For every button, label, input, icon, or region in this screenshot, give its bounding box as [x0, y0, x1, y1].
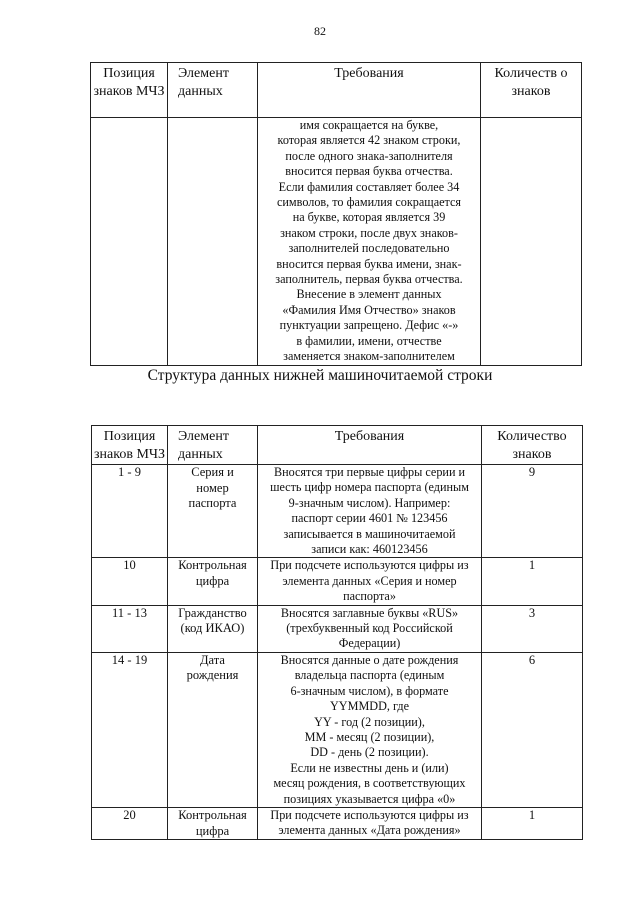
- header-requirements: Требования: [258, 426, 482, 465]
- requirements-line: заполнитель, первая буква отчества.: [275, 272, 463, 287]
- requirements-line: паспорта»: [343, 589, 396, 604]
- cell-element: [168, 652, 258, 807]
- cell-requirements: [258, 558, 482, 605]
- requirements-line: заполнителей последовательно: [288, 241, 450, 256]
- header-count: Количеств о знаков: [481, 63, 582, 118]
- element-line: цифра: [195, 823, 230, 838]
- table-header-row: [91, 63, 582, 118]
- requirements-line: Внесение в элемент данных: [296, 287, 442, 302]
- element-line: номер: [196, 480, 229, 495]
- cell-element: [168, 807, 258, 839]
- table-header-row: [92, 426, 583, 465]
- cell-element: [168, 118, 258, 366]
- requirements-line: DD - день (2 позиции).: [310, 745, 429, 760]
- cell-requirements: [258, 465, 482, 558]
- table-row: [92, 558, 583, 605]
- requirements-line: позициях указывается цифра «0»: [283, 791, 456, 806]
- requirements-line: паспорт серии 4601 № 123456: [291, 511, 448, 526]
- requirements-line: вносится первая буква имени, знак-: [276, 256, 462, 271]
- cell-requirements: [258, 652, 482, 807]
- requirements-line: «Фамилия Имя Отчество» знаков: [282, 302, 456, 317]
- cell-count: 3: [482, 605, 583, 652]
- requirements-line: в фамилии, имени, отчестве: [296, 333, 442, 348]
- requirements-line: При подсчете используются цифры из: [270, 558, 469, 573]
- element-line: Серия и: [191, 465, 234, 479]
- requirements-line: месяц рождения, в соответствующих: [273, 776, 466, 791]
- cell-position: 14 - 19: [92, 652, 168, 807]
- cell-element: [168, 465, 258, 558]
- cell-element: [168, 605, 258, 652]
- section-title: Структура данных нижней машиночитаемой строки: [147, 367, 493, 384]
- cell-count: 9: [482, 465, 583, 558]
- table-mrz-lower-structure: [91, 425, 583, 840]
- requirements-line: символов, то фамилия сокращается: [277, 195, 461, 210]
- element-line: паспорта: [188, 496, 237, 511]
- element-line: (код ИКАО): [180, 621, 245, 636]
- requirements-line: Если не известны день и (или): [290, 760, 449, 775]
- requirements-line: вносится первая буква отчества.: [285, 164, 453, 179]
- table-row: [92, 652, 583, 807]
- cell-count: 1: [482, 558, 583, 605]
- requirements-line: YYMMDD, где: [330, 699, 409, 714]
- cell-position: 11 - 13: [92, 605, 168, 652]
- header-element: Элемент данных: [168, 63, 258, 118]
- requirements-line: заменяется знаком-заполнителем: [283, 349, 455, 364]
- requirements-line: шесть цифр номера паспорта (единым: [270, 480, 469, 495]
- table-row: [92, 465, 583, 558]
- table-row: [91, 118, 582, 366]
- header-position: Позиция знаков МЧЗ: [91, 63, 168, 118]
- header-position: Позиция знаков МЧЗ: [92, 426, 168, 465]
- element-line: рождения: [186, 668, 239, 683]
- requirements-line: Вносятся данные о дате рождения: [280, 652, 459, 667]
- requirements-line: на букве, которая является 39: [292, 210, 446, 225]
- requirements-line: При подсчете используются цифры из: [270, 807, 469, 822]
- requirements-line: после одного знака-заполнителя: [285, 148, 453, 163]
- cell-position: 1 - 9: [92, 465, 168, 558]
- requirements-line: 9-значным числом). Например:: [288, 495, 451, 510]
- cell-count: [481, 118, 582, 366]
- requirements-line: Вносятся заглавные буквы «RUS»: [280, 605, 459, 620]
- requirements-line: записывается в машиночитаемой: [283, 526, 456, 541]
- requirements-line: (трехбуквенный код Российской: [286, 621, 453, 636]
- requirements-line: MM - месяц (2 позиции),: [304, 729, 435, 744]
- requirements-line: Федерации): [338, 636, 401, 651]
- element-line: цифра: [195, 574, 230, 589]
- cell-position: 10: [92, 558, 168, 605]
- cell-requirements: [258, 807, 482, 839]
- requirements-line: знаком строки, после двух знаков-: [280, 225, 458, 240]
- requirements-line: элемента данных «Дата рождения»: [278, 823, 461, 838]
- cell-requirements: [258, 605, 482, 652]
- requirements-line: пунктуации запрещено. Дефис «-»: [279, 318, 459, 333]
- requirements-line: Вносятся три первые цифры серии и: [273, 465, 466, 479]
- cell-requirements: [258, 118, 481, 366]
- table-row: [92, 807, 583, 839]
- element-line: Контрольная: [178, 558, 247, 573]
- requirements-line: 6-значным числом), в формате: [290, 683, 449, 698]
- cell-position: 20: [92, 807, 168, 839]
- header-count: Количество знаков: [482, 426, 583, 465]
- table-row: [92, 605, 583, 652]
- page-number: 82: [314, 24, 326, 38]
- element-line: Гражданство: [178, 605, 247, 620]
- requirements-line: элемента данных «Серия и номер: [282, 573, 457, 588]
- element-line: Контрольная: [178, 807, 247, 822]
- requirements-line: имя сокращается на букве,: [299, 118, 439, 132]
- header-element: Элемент данных: [168, 426, 258, 465]
- cell-count: 6: [482, 652, 583, 807]
- requirements-line: YY - год (2 позиции),: [314, 714, 425, 729]
- element-line: Дата: [200, 652, 225, 667]
- requirements-line: которая является 42 знаком строки,: [277, 133, 461, 148]
- requirements-line: Если фамилия составляет более 34: [278, 179, 460, 194]
- requirements-line: владельца паспорта (единым: [294, 668, 445, 683]
- header-requirements: Требования: [258, 63, 481, 118]
- table-mrz-upper-continuation: [90, 62, 582, 366]
- cell-position: [91, 118, 168, 366]
- requirements-line: записи как: 460123456: [311, 542, 428, 557]
- cell-count: 1: [482, 807, 583, 839]
- cell-element: [168, 558, 258, 605]
